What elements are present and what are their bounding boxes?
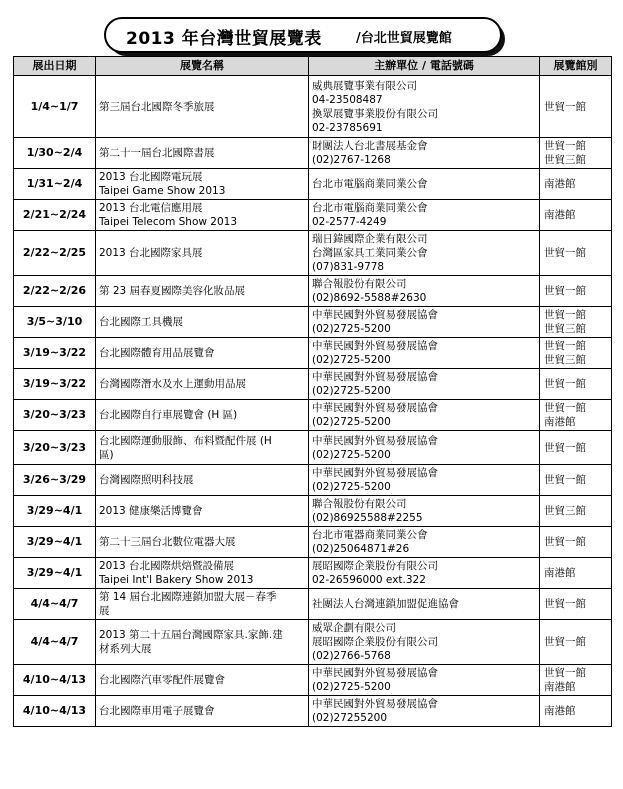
cell-hall-line: 世貿一館 xyxy=(544,441,586,454)
table-row xyxy=(14,431,612,465)
cell-date: 3/19~3/22 xyxy=(14,338,96,369)
cell-date: 3/29~4/1 xyxy=(14,527,96,558)
cell-name-line: 2013 健康樂活博覽會 xyxy=(99,505,203,517)
cell-organizer xyxy=(309,138,540,169)
cell-hall-line: 世貿一館 xyxy=(544,474,586,486)
cell-date: 3/5~3/10 xyxy=(14,307,96,338)
cell-organizer-line: 財團法人台北書展基金會 xyxy=(312,140,428,152)
cell-name-line: 2013 台北國際電玩展 xyxy=(99,171,203,183)
cell-name xyxy=(96,496,309,527)
cell-hall-line: 世貿一館 xyxy=(544,309,586,321)
cell-name-line: 2013 台北國際烘焙暨設備展 xyxy=(99,560,235,572)
cell-hall xyxy=(540,465,612,496)
title-banner-box xyxy=(104,17,502,53)
cell-organizer-line: (02)2725-5200 xyxy=(312,354,391,366)
cell-hall xyxy=(540,527,612,558)
cell-organizer-line: 展昭國際企業股份有限公司 xyxy=(312,636,438,648)
cell-organizer-line: 台北市電器商業同業公會 xyxy=(312,529,428,541)
cell-name xyxy=(96,200,309,231)
cell-name xyxy=(96,431,309,465)
table-row xyxy=(14,231,612,276)
cell-hall-line: 世貿三館 xyxy=(544,354,586,366)
cell-name xyxy=(96,338,309,369)
cell-organizer xyxy=(309,558,540,589)
cell-hall xyxy=(540,558,612,589)
header-organizer: 主辦單位 / 電話號碼 xyxy=(309,57,540,76)
cell-organizer-line: (02)2725-5200 xyxy=(312,416,391,428)
cell-date: 2/22~2/26 xyxy=(14,276,96,307)
table-row xyxy=(14,338,612,369)
table-row xyxy=(14,307,612,338)
header-name: 展覽名稱 xyxy=(96,57,309,76)
cell-organizer-line: 02-26596000 ext.322 xyxy=(312,574,426,586)
cell-hall-line: 世貿三館 xyxy=(544,505,586,517)
cell-organizer-line: (02)2725-5200 xyxy=(312,448,391,461)
cell-organizer-line: 02-23785691 xyxy=(312,121,383,134)
cell-date: 4/10~4/13 xyxy=(14,665,96,696)
cell-organizer-line: (02)2725-5200 xyxy=(312,681,391,693)
cell-name xyxy=(96,169,309,200)
cell-name xyxy=(96,620,309,665)
table-row xyxy=(14,665,612,696)
cell-hall-line: 世貿一館 xyxy=(544,536,586,548)
page-title: 2013 年台灣世貿展覽表 xyxy=(126,29,322,49)
table-row xyxy=(14,400,612,431)
cell-date: 4/10~4/13 xyxy=(14,696,96,727)
cell-organizer xyxy=(309,169,540,200)
cell-hall xyxy=(540,400,612,431)
cell-organizer xyxy=(309,696,540,727)
table-row xyxy=(14,369,612,400)
cell-name xyxy=(96,369,309,400)
cell-name xyxy=(96,307,309,338)
cell-name-line: 第三屆台北國際冬季旅展 xyxy=(99,100,215,113)
cell-hall xyxy=(540,200,612,231)
cell-name-line: 台北國際運動服飾、布料暨配件展 (H xyxy=(99,434,272,447)
table-row xyxy=(14,465,612,496)
cell-hall xyxy=(540,231,612,276)
cell-hall-line: 南港館 xyxy=(544,681,576,693)
cell-organizer xyxy=(309,589,540,620)
cell-hall-line: 南港館 xyxy=(544,178,576,190)
cell-name-line: 第 23 屆春夏國際美容化妝品展 xyxy=(99,285,246,297)
page-subtitle: /台北世貿展覽館 xyxy=(356,31,452,46)
cell-organizer xyxy=(309,527,540,558)
cell-date: 1/31~2/4 xyxy=(14,169,96,200)
cell-hall-line: 南港館 xyxy=(544,567,576,579)
cell-organizer-line: (02)8692-5588#2630 xyxy=(312,292,427,304)
cell-organizer-line: 中華民國對外貿易發展協會 xyxy=(312,309,438,321)
cell-hall-line: 世貿一館 xyxy=(544,140,586,152)
cell-hall-line: 世貿一館 xyxy=(544,598,586,610)
cell-name xyxy=(96,400,309,431)
cell-date: 4/4~4/7 xyxy=(14,589,96,620)
cell-organizer-line: (02)2725-5200 xyxy=(312,323,391,335)
cell-organizer xyxy=(309,231,540,276)
cell-hall-line: 世貿三館 xyxy=(544,154,586,166)
table-row xyxy=(14,200,612,231)
cell-organizer-line: 台北市電腦商業同業公會 xyxy=(312,178,428,190)
cell-organizer-line: 聯合報股份有限公司 xyxy=(312,498,407,510)
cell-date: 3/26~3/29 xyxy=(14,465,96,496)
header-date: 展出日期 xyxy=(14,57,96,76)
cell-hall xyxy=(540,307,612,338)
cell-hall xyxy=(540,620,612,665)
cell-organizer-line: (02)2725-5200 xyxy=(312,481,391,493)
cell-name-line: 區) xyxy=(99,448,114,461)
cell-date: 3/19~3/22 xyxy=(14,369,96,400)
table-row xyxy=(14,138,612,169)
table-row xyxy=(14,76,612,138)
cell-hall xyxy=(540,169,612,200)
cell-organizer-line: 中華民國對外貿易發展協會 xyxy=(312,698,438,710)
table-body xyxy=(14,76,612,727)
cell-name-line: 第二十三屆台北數位電器大展 xyxy=(99,536,236,548)
cell-hall-line: 世貿一館 xyxy=(544,100,586,113)
cell-organizer-line: 04-23508487 xyxy=(312,93,383,106)
cell-name-line: 台北國際體育用品展覽會 xyxy=(99,347,215,359)
cell-name xyxy=(96,276,309,307)
cell-organizer xyxy=(309,465,540,496)
cell-date: 2/22~2/25 xyxy=(14,231,96,276)
cell-date: 2/21~2/24 xyxy=(14,200,96,231)
table-row xyxy=(14,620,612,665)
cell-organizer-line: 威眾企劃有限公司 xyxy=(312,622,396,634)
cell-name-line: 台灣國際照明科技展 xyxy=(99,474,194,486)
cell-name-line: 第二十一屆台北國際書展 xyxy=(99,147,215,159)
cell-name xyxy=(96,527,309,558)
cell-organizer-line: (02)25064871#26 xyxy=(312,543,410,555)
cell-hall-line: 世貿一館 xyxy=(544,378,586,390)
cell-hall xyxy=(540,76,612,138)
cell-name-line: 台北國際汽車零配件展覽會 xyxy=(99,674,225,686)
cell-organizer-line: 威典展覽事業有限公司 xyxy=(312,79,417,92)
cell-hall xyxy=(540,665,612,696)
cell-organizer-line: 中華民國對外貿易發展協會 xyxy=(312,371,438,383)
cell-organizer-line: 中華民國對外貿易發展協會 xyxy=(312,434,438,447)
cell-hall-line: 南港館 xyxy=(544,705,576,717)
cell-organizer-line: 社團法人台灣連鎖加盟促進協會 xyxy=(312,598,459,610)
cell-organizer-line: 02-2577-4249 xyxy=(312,216,387,228)
cell-organizer xyxy=(309,276,540,307)
cell-name xyxy=(96,231,309,276)
cell-name-line: 2013 第二十五屆台灣國際家具.家飾.建 xyxy=(99,629,283,641)
cell-date: 4/4~4/7 xyxy=(14,620,96,665)
table-header-row xyxy=(14,57,612,76)
cell-organizer-line: (02)2767-1268 xyxy=(312,154,391,166)
cell-organizer xyxy=(309,307,540,338)
cell-organizer-line: 換眾展覽事業股份有限公司 xyxy=(312,107,438,120)
exhibition-table xyxy=(13,56,612,727)
cell-name-line: Taipei Telecom Show 2013 xyxy=(99,216,238,228)
cell-organizer xyxy=(309,338,540,369)
cell-name xyxy=(96,138,309,169)
cell-organizer-line: 瑞日鍏國際企業有限公司 xyxy=(312,233,428,245)
cell-hall-line: 世貿一館 xyxy=(544,285,586,297)
cell-name-line: 2013 台北國際家具展 xyxy=(99,247,203,259)
cell-organizer xyxy=(309,665,540,696)
cell-organizer-line: (07)831-9778 xyxy=(312,261,385,273)
cell-hall-line: 世貿一館 xyxy=(544,247,586,259)
cell-organizer xyxy=(309,620,540,665)
cell-hall xyxy=(540,338,612,369)
table-row xyxy=(14,276,612,307)
cell-name xyxy=(96,589,309,620)
cell-name xyxy=(96,665,309,696)
cell-organizer-line: (02)2725-5200 xyxy=(312,385,391,397)
cell-hall-line: 南港館 xyxy=(544,416,576,428)
cell-organizer xyxy=(309,76,540,138)
cell-date: 3/29~4/1 xyxy=(14,496,96,527)
cell-hall xyxy=(540,696,612,727)
cell-hall xyxy=(540,496,612,527)
cell-name-line: 第 14 屆台北國際連鎖加盟大展－春季 xyxy=(99,591,277,603)
cell-hall-line: 世貿三館 xyxy=(544,323,586,335)
cell-name xyxy=(96,696,309,727)
table-row xyxy=(14,696,612,727)
cell-date: 1/30~2/4 xyxy=(14,138,96,169)
cell-organizer-line: 台北市電腦商業同業公會 xyxy=(312,202,428,214)
cell-date: 1/4~1/7 xyxy=(14,76,96,138)
cell-organizer-line: 台灣區家具工業同業公會 xyxy=(312,247,428,259)
cell-organizer-line: 聯合報股份有限公司 xyxy=(312,278,407,290)
cell-name xyxy=(96,558,309,589)
cell-name-line: Taipei Game Show 2013 xyxy=(99,185,226,197)
title-banner xyxy=(104,17,508,61)
cell-hall xyxy=(540,138,612,169)
cell-name-line: 台北國際工具機展 xyxy=(99,316,183,328)
table-row xyxy=(14,558,612,589)
cell-hall-line: 世貿一館 xyxy=(544,340,586,352)
cell-hall-line: 世貿一館 xyxy=(544,402,586,414)
table-row xyxy=(14,169,612,200)
cell-organizer xyxy=(309,496,540,527)
cell-hall xyxy=(540,276,612,307)
cell-name-line: 展 xyxy=(99,605,110,617)
cell-hall-line: 世貿一館 xyxy=(544,667,586,679)
table-row xyxy=(14,496,612,527)
cell-organizer xyxy=(309,369,540,400)
cell-hall xyxy=(540,369,612,400)
table-row xyxy=(14,589,612,620)
cell-organizer xyxy=(309,400,540,431)
table-row xyxy=(14,527,612,558)
cell-organizer-line: (02)2766-5768 xyxy=(312,650,391,662)
cell-name xyxy=(96,76,309,138)
cell-organizer-line: 中華民國對外貿易發展協會 xyxy=(312,667,438,679)
cell-organizer-line: 中華民國對外貿易發展協會 xyxy=(312,467,438,479)
cell-name-line: Taipei Int'l Bakery Show 2013 xyxy=(99,574,254,586)
cell-organizer-line: 中華民國對外貿易發展協會 xyxy=(312,402,438,414)
cell-date: 3/20~3/23 xyxy=(14,400,96,431)
cell-date: 3/29~4/1 xyxy=(14,558,96,589)
cell-name-line: 2013 台北電信應用展 xyxy=(99,202,203,214)
cell-organizer xyxy=(309,431,540,465)
cell-name-line: 台灣國際潛水及水上運動用品展 xyxy=(99,378,246,390)
cell-organizer-line: (02)27255200 xyxy=(312,712,387,724)
cell-hall-line: 世貿一館 xyxy=(544,636,586,648)
cell-organizer xyxy=(309,200,540,231)
cell-organizer-line: 展昭國際企業股份有限公司 xyxy=(312,560,438,572)
cell-name xyxy=(96,465,309,496)
cell-organizer-line: 中華民國對外貿易發展協會 xyxy=(312,340,438,352)
cell-hall xyxy=(540,589,612,620)
cell-organizer-line: (02)86925588#2255 xyxy=(312,512,423,524)
cell-date: 3/20~3/23 xyxy=(14,431,96,465)
cell-name-line: 台北國際車用電子展覽會 xyxy=(99,705,215,717)
cell-name-line: 台北國際自行車展覽會 (H 區) xyxy=(99,409,238,421)
cell-hall-line: 南港館 xyxy=(544,209,576,221)
cell-name-line: 材系列大展 xyxy=(99,643,152,655)
header-hall: 展覽館別 xyxy=(540,57,612,76)
cell-hall xyxy=(540,431,612,465)
